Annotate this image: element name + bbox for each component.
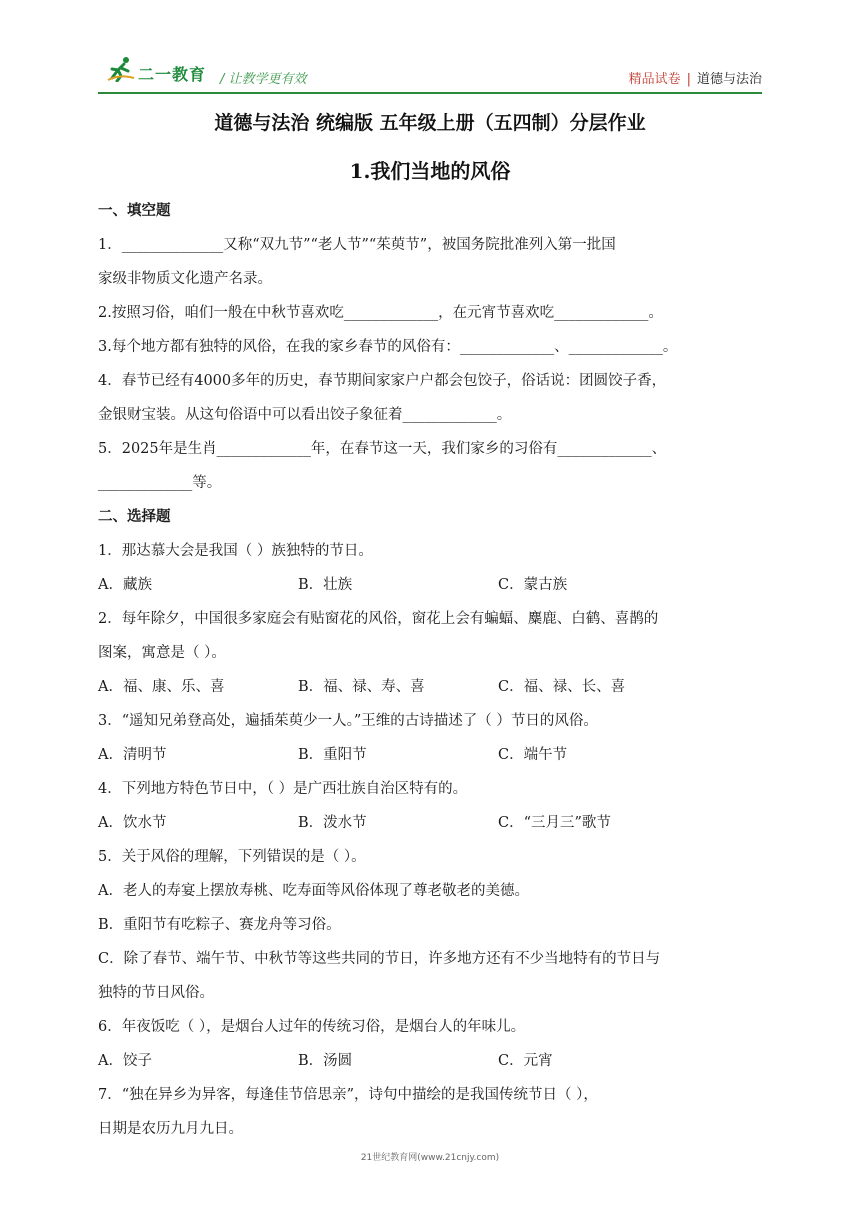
header-separator: | <box>686 72 691 87</box>
question-line: _____________等。 <box>98 475 222 491</box>
label-subject: 道德与法治 <box>696 72 762 87</box>
option-b: B．壮族 <box>298 577 353 593</box>
label-premium: 精品试卷 <box>628 72 681 87</box>
options-row <box>98 738 762 772</box>
page-title: 道德与法治 统编版 五年级上册（五四制）分层作业 <box>214 112 646 134</box>
option-c: C．元宵 <box>498 1053 553 1069</box>
options-row <box>98 670 762 704</box>
option-c: C．“三月三”歌节 <box>498 815 611 831</box>
question-line: 2.按照习俗，咱们一般在中秋节喜欢吃_____________，在元宵节喜欢吃_____________。 <box>98 305 663 321</box>
lesson-title: 1.我们当地的风俗 <box>349 159 511 183</box>
options-row <box>98 568 762 602</box>
options-row <box>98 1044 762 1078</box>
page-header <box>98 52 762 94</box>
footer-source: 21世纪教育网(www.21cnjy.com) <box>360 1153 500 1163</box>
question-line: 3．“遥知兄弟登高处，遍插茱萸少一人。”王维的古诗描述了（ ）节日的风俗。 <box>98 713 598 729</box>
section-fill-blank-heading: 一、填空题 <box>98 203 171 219</box>
header-divider <box>98 92 762 94</box>
runner-logo-icon <box>106 56 136 82</box>
option-b: B．重阳节 <box>298 747 367 763</box>
option-c: C．福、禄、长、喜 <box>498 679 626 695</box>
question-line: 6．年夜饭吃（ ），是烟台人过年的传统习俗，是烟台人的年味儿。 <box>98 1019 526 1035</box>
question-line: 日期是农历九月九日。 <box>98 1121 243 1137</box>
question-line: 1．______________又称“双九节”“老人节”“茱萸节”，被国务院批准列入第一批国 <box>98 237 616 253</box>
option-b: B．泼水节 <box>298 815 367 831</box>
question-line: 1．那达慕大会是我国（ ）族独特的节日。 <box>98 543 373 559</box>
options-row <box>98 806 762 840</box>
question-line: 独特的节日风俗。 <box>98 985 214 1001</box>
question-line: 4．春节已经有4000多年的历史，春节期间家家户户都会包饺子，俗话说：团圆饺子香， <box>98 373 667 389</box>
question-line: C．除了春节、端午节、中秋节等这些共同的节日，许多地方还有不少当地特有的节日与 <box>98 951 661 967</box>
option-b: B．汤圆 <box>298 1053 353 1069</box>
option-a: A．藏族 <box>98 577 152 593</box>
slogan: / 让教学更有效 <box>220 72 307 87</box>
worksheet-body <box>98 194 762 1146</box>
fill-blank-questions <box>98 228 762 500</box>
option-a: A．清明节 <box>98 747 167 763</box>
question-line: 7．“独在异乡为异客，每逢佳节倍思亲”，诗句中描绘的是我国传统节日（ ）， <box>98 1087 598 1103</box>
question-line: 2．每年除夕，中国很多家庭会有贴窗花的风俗，窗花上会有蝙蝠、麋鹿、白鹤、喜鹊的 <box>98 611 659 627</box>
option-c: C．端午节 <box>498 747 568 763</box>
option-b: B．福、禄、寿、喜 <box>298 679 425 695</box>
option-a: A．饺子 <box>98 1053 152 1069</box>
section-choice-heading: 二、选择题 <box>98 509 171 525</box>
choice-questions <box>98 534 762 1146</box>
question-line: 4．下列地方特色节日中，（ ）是广西壮族自治区特有的。 <box>98 781 468 797</box>
question-line: 5．2025年是生肖_____________年，在春节这一天，我们家乡的习俗有_____________、 <box>98 441 667 457</box>
question-line: 图案，寓意是（ ）。 <box>98 645 226 661</box>
question-line: B．重阳节有吃粽子、赛龙舟等习俗。 <box>98 917 341 933</box>
question-line: 金银财宝装。从这句俗语中可以看出饺子象征着_____________。 <box>98 407 512 423</box>
question-line: 5．关于风俗的理解，下列错误的是（ ）。 <box>98 849 366 865</box>
question-line: 3.每个地方都有独特的风俗，在我的家乡春节的风俗有：_____________、_____________。 <box>98 339 678 355</box>
option-a: A．福、康、乐、喜 <box>98 679 225 695</box>
question-line: A．老人的寿宴上摆放寿桃、吃寿面等风俗体现了尊老敬老的美德。 <box>98 883 529 899</box>
header-labels <box>629 68 762 87</box>
option-a: A．饮水节 <box>98 815 167 831</box>
option-c: C．蒙古族 <box>498 577 568 593</box>
question-line: 家级非物质文化遗产名录。 <box>98 271 272 287</box>
logo-text: 二一教育 <box>138 65 207 84</box>
